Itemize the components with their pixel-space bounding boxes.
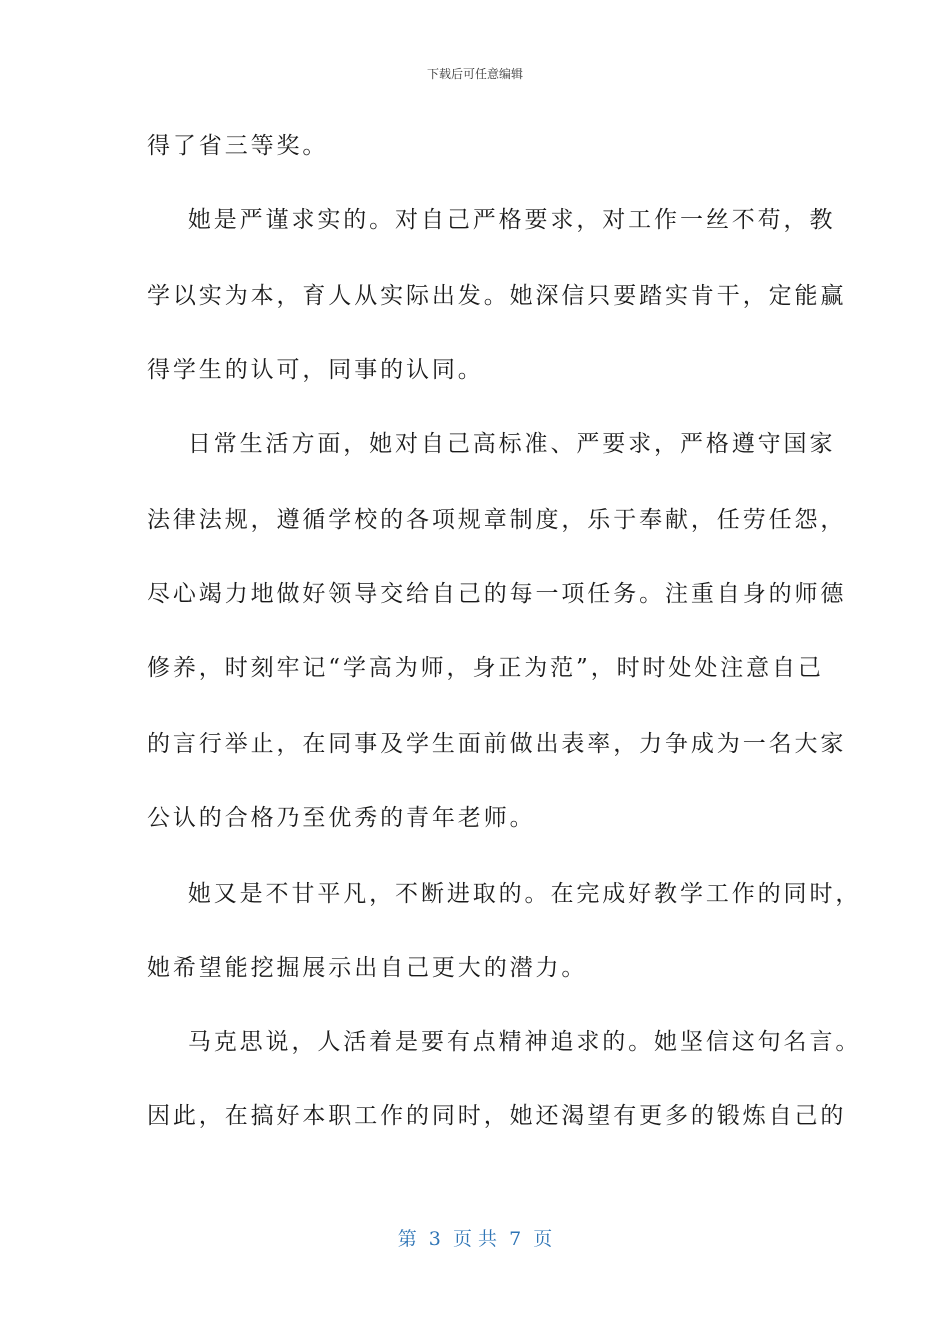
body-line: 她又是不甘平凡，不断进取的。在完成好教学工作的同时， <box>147 881 862 907</box>
body-line: 得了省三等奖。 <box>147 133 329 159</box>
body-line: 得学生的认可，同事的认同。 <box>147 357 484 383</box>
body-line: 马克思说，人活着是要有点精神追求的。她坚信这句名言。 <box>147 1029 862 1055</box>
body-line: 的言行举止，在同事及学生面前做出表率，力争成为一名大家 <box>147 731 847 757</box>
page-number-footer: 第 3 页 共 7 页 <box>397 1228 553 1250</box>
body-line: 因此，在搞好本职工作的同时，她还渴望有更多的锻炼自己的 <box>147 1103 847 1129</box>
body-line: 公认的合格乃至优秀的青年老师。 <box>147 805 536 831</box>
body-line: 尽心竭力地做好领导交给自己的每一项任务。注重自身的师德 <box>147 581 847 607</box>
body-line: 学以实为本，育人从实际出发。她深信只要踏实肯干，定能赢 <box>147 283 847 309</box>
page-header: 下载后可任意编辑 <box>426 67 523 81</box>
body-line: 她是严谨求实的。对自己严格要求，对工作一丝不苟，教 <box>147 207 836 233</box>
body-line: 日常生活方面，她对自己高标准、严要求，严格遵守国家 <box>147 431 836 457</box>
body-line: 修养，时刻牢记“学高为师，身正为范”，时时处处注意自己 <box>147 655 824 681</box>
body-line: 她希望能挖掘展示出自己更大的潜力。 <box>147 955 588 981</box>
body-line: 法律法规，遵循学校的各项规章制度，乐于奉献，任劳任怨， <box>147 507 847 533</box>
